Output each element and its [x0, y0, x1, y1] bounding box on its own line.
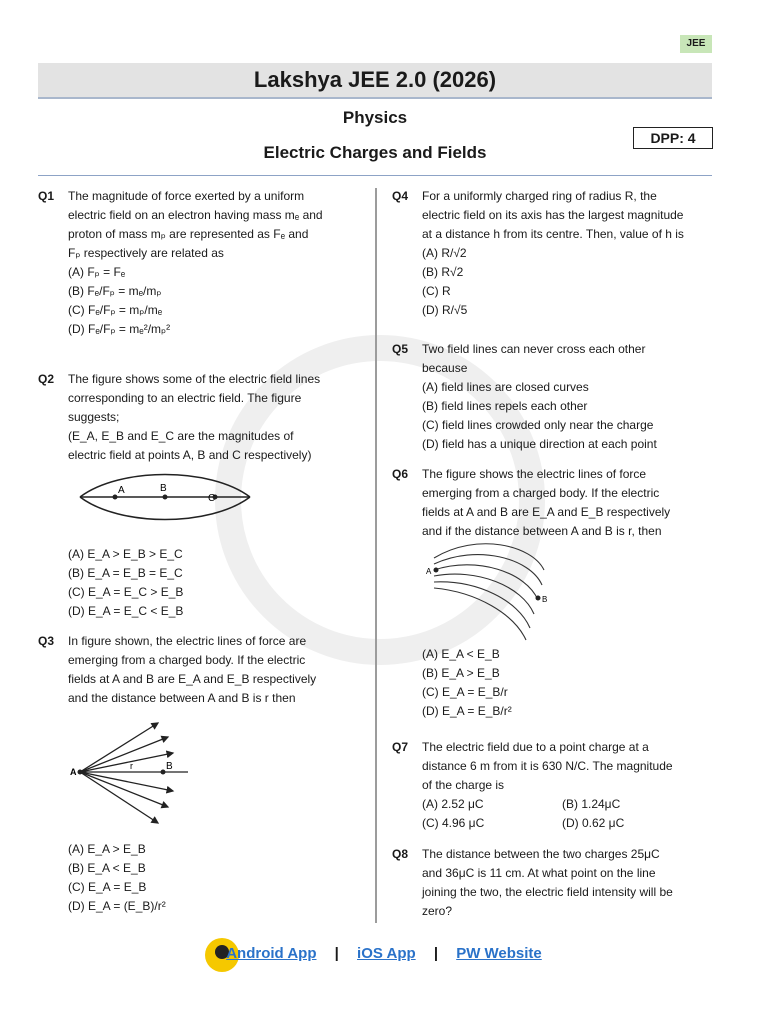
option-d: (D) field has a unique direction at each point	[422, 437, 657, 451]
question-text-line: proton of mass mₚ are represented as Fₑ and	[68, 227, 309, 241]
option-b: (B) E_A = E_B = E_C	[68, 566, 183, 580]
android-app-link[interactable]: Android App	[226, 945, 317, 962]
option-d: (D) 0.62 μC	[562, 816, 625, 830]
question-number: Q3	[38, 634, 55, 648]
chapter-heading: Electric Charges and Fields	[263, 143, 487, 162]
field-lines-figure-q6	[422, 540, 552, 645]
dpp-badge: DPP: 4	[633, 127, 713, 149]
figure-label-b: B	[160, 483, 167, 494]
question-text-line: In figure shown, the electric lines of force are	[68, 634, 307, 648]
option-d: (D) R/√5	[422, 303, 468, 317]
option-a: (A) R/√2	[422, 246, 467, 260]
pw-website-link[interactable]: PW Website	[456, 945, 542, 962]
option-b: (B) E_A < E_B	[68, 861, 146, 875]
question-text-line: corresponding to an electric field. The figure	[68, 391, 302, 405]
question-text-line: fields at A and B are E_A and E_B respectively	[68, 672, 317, 686]
question-text-line: The magnitude of force exerted by a uniform	[68, 189, 305, 203]
figure-label-a: A	[426, 567, 432, 576]
question-number: Q2	[38, 372, 55, 386]
question-text-line: The figure shows some of the electric field lines	[68, 372, 321, 386]
option-b: (B) field lines repels each other	[422, 399, 588, 413]
question-q2-options	[68, 545, 358, 621]
question-number: Q4	[392, 189, 409, 203]
question-text-line: (E_A, E_B and E_C are the magnitudes of	[68, 429, 294, 443]
question-number: Q1	[38, 189, 55, 203]
option-c: (C) E_A = E_C > E_B	[68, 585, 184, 599]
question-text-line: For a uniformly charged ring of radius R, the	[422, 189, 657, 203]
option-a: (A) 2.52 μC	[422, 797, 484, 811]
question-text-line: distance 6 m from it is 630 N/C. The magnitude	[422, 759, 673, 773]
figure-label-b: B	[542, 595, 548, 604]
option-d: (D) E_A = E_B/r²	[422, 704, 512, 718]
separator: |	[433, 945, 439, 962]
field-lines-figure-q3	[68, 715, 198, 830]
ios-app-link[interactable]: iOS App	[357, 945, 416, 962]
option-c: (C) Fₑ/Fₚ = mₚ/mₑ	[68, 303, 163, 317]
question-text-line: The electric field due to a point charge at a	[422, 740, 649, 754]
question-number: Q5	[392, 342, 409, 356]
question-text-line: at a distance h from its centre. Then, value of h is	[422, 227, 684, 241]
question-text-line: emerging from a charged body. If the electric	[68, 653, 306, 667]
question-text-line: suggests;	[68, 410, 120, 424]
column-divider	[375, 188, 377, 923]
option-c: (C) E_A = E_B	[68, 880, 147, 894]
figure-label-b: B	[166, 761, 173, 772]
question-text-line: joining the two, the electric field intensity will be	[422, 885, 673, 899]
question-number: Q8	[392, 847, 409, 861]
question-text-line: electric field at points A, B and C respectively)	[68, 448, 312, 462]
option-b: (B) 1.24μC	[562, 797, 621, 811]
footer-links	[0, 945, 768, 969]
figure-label-a: A	[118, 485, 125, 496]
question-text-line: Two field lines can never cross each other	[422, 342, 646, 356]
option-d: (D) Fₑ/Fₚ = mₑ²/mₚ²	[68, 322, 171, 336]
separator: |	[334, 945, 339, 962]
option-b: (B) E_A > E_B	[422, 666, 500, 680]
option-a: (A) E_A < E_B	[422, 647, 500, 661]
option-d: (D) E_A = E_C < E_B	[68, 604, 184, 618]
option-b: (B) Fₑ/Fₚ = mₑ/mₚ	[68, 284, 162, 298]
question-text-line: and the distance between A and B is r then	[68, 691, 296, 705]
option-a: (A) field lines are closed curves	[422, 380, 589, 394]
option-b: (B) R√2	[422, 265, 464, 279]
question-text-line: zero?	[422, 904, 453, 918]
question-q6-options	[422, 645, 712, 721]
option-c: (C) field lines crowded only near the charge	[422, 418, 654, 432]
question-text-line: fields at A and B are E_A and E_B respectively	[422, 505, 671, 519]
subject-heading: Physics	[342, 108, 408, 127]
question-number: Q6	[392, 467, 409, 481]
figure-label-c: C	[208, 493, 216, 504]
question-text-line: Fₚ respectively are related as	[68, 246, 224, 260]
question-number: Q7	[392, 740, 409, 754]
exam-tag: JEE	[680, 35, 712, 53]
header-divider	[38, 175, 712, 176]
figure-label-r: r	[130, 761, 133, 771]
option-a: (A) E_A > E_B > E_C	[68, 547, 183, 561]
page-title: Lakshya JEE 2.0 (2026)	[38, 63, 712, 99]
option-c: (C) 4.96 μC	[422, 816, 485, 830]
question-text-line: The figure shows the electric lines of force	[422, 467, 647, 481]
question-text-line: because	[422, 361, 468, 375]
option-d: (D) E_A = (E_B)/r²	[68, 899, 166, 913]
option-c: (C) E_A = E_B/r	[422, 685, 508, 699]
question-text-line: and 36μC is 11 cm. At what point on the line	[422, 866, 656, 880]
question-text-line: emerging from a charged body. If the electric	[422, 486, 660, 500]
question-text-line: of the charge is	[422, 778, 505, 792]
figure-label-a: A	[70, 767, 77, 777]
option-a: (A) E_A > E_B	[68, 842, 146, 856]
question-q3-options	[68, 840, 358, 916]
question-text-line: The distance between the two charges 25μC	[422, 847, 660, 861]
field-lines-figure-q2	[70, 472, 270, 532]
question-text-line: electric field on an electron having mass mₑ and	[68, 208, 323, 222]
option-a: (A) Fₚ = Fₑ	[68, 265, 126, 279]
option-c: (C) R	[422, 284, 451, 298]
question-text-line: and if the distance between A and B is r, then	[422, 524, 662, 538]
question-text-line: electric field on its axis has the largest magnitude	[422, 208, 684, 222]
